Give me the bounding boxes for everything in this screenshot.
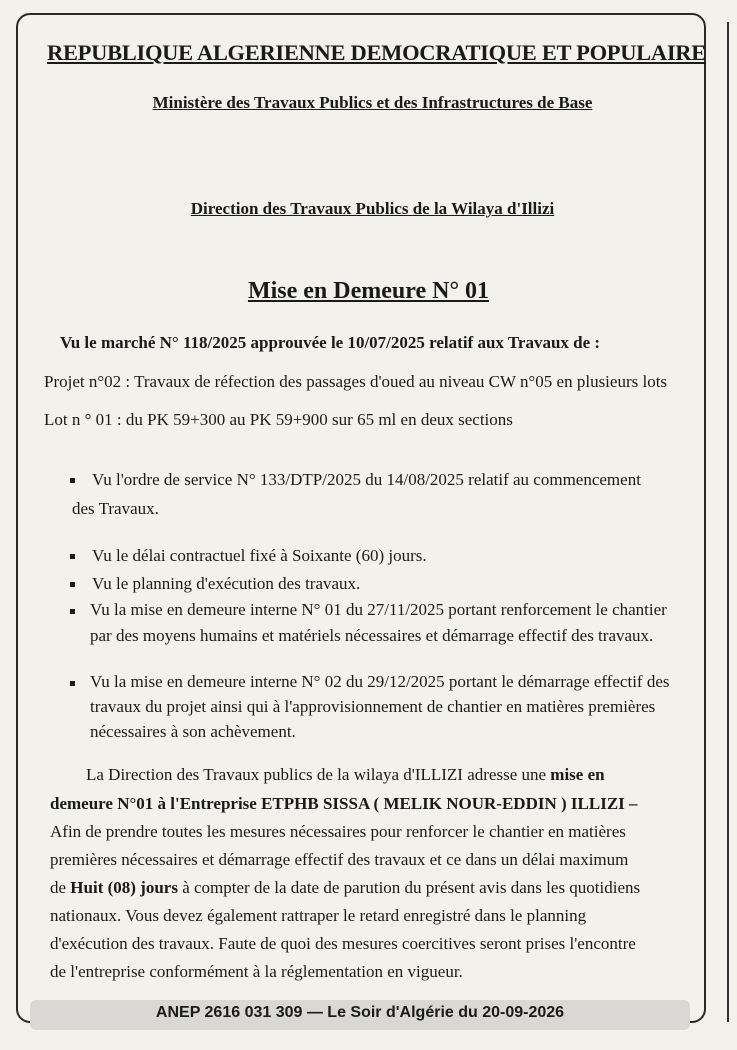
bullet-marker [70,582,75,587]
body-line-5-text-b: à compter de la date de parution du présent avis dans les quotidiens [177,878,641,897]
bullet-marker [70,478,75,483]
bullet-4-line-2: par des moyens humains et matériels nécessaires et démarrage effectif des travaux. [90,626,654,645]
bullet-5-line-3: nécessaires à son achèvement. [90,722,296,741]
bullet-marker [70,609,75,614]
body-line-7: d'exécution des travaux. Faute de quoi des mesures coercitives seront prises l'encontre [50,934,636,953]
body-line-4: premières nécessaires et démarrage effectif des travaux et ce dans un délai maximum [50,850,629,869]
body-line-2: demeure N°01 à l'Entreprise ETPHB SISSA ( MELIK NOUR-EDDIN ) ILLIZI – [50,794,638,813]
direction-heading: Direction des Travaux Publics de la Wilaya d'Illizi [190,199,555,218]
body-line-5-text-a: de [50,878,71,897]
footer-reference: ANEP 2616 031 309 — Le Soir d'Algérie du 20-09-2026 [155,1004,565,1021]
body-line-5 [50,878,640,898]
vu-marche-line: Vu le marché N° 118/2025 approuvée le 10/07/2025 relatif aux Travaux de : [60,333,601,352]
bullet-3-line-1: Vu le planning d'exécution des travaux. [92,574,361,593]
republic-heading: REPUBLIQUE ALGERIENNE DEMOCRATIQUE ET POPULAIRE [47,40,706,65]
bullet-marker [70,554,75,559]
body-line-6: nationaux. Vous devez également rattraper le retard enregistré dans le planning [50,906,587,925]
body-line-8: de l'entreprise conformément à la réglementation en vigueur. [50,962,463,981]
bullet-2-line-1: Vu le délai contractuel fixé à Soixante (60) jours. [92,546,427,565]
lot-line: Lot n ° 01 : du PK 59+300 au PK 59+900 sur 65 ml en deux sections [44,410,513,429]
ministry-heading: Ministère des Travaux Publics et des Infrastructures de Base [152,93,593,112]
body-line-1 [86,765,605,785]
bullet-5-line-1: Vu la mise en demeure interne N° 02 du 29/12/2025 portant le démarrage effectif des [90,672,670,691]
bullet-1-line-1: Vu l'ordre de service N° 133/DTP/2025 du 14/08/2025 relatif au commencement [92,470,641,489]
body-line-1-text: La Direction des Travaux publics de la wilaya d'ILLIZI adresse une [86,765,551,784]
body-line-1-bold: mise en [550,765,605,784]
body-line-3: Afin de prendre toutes les mesures nécessaires pour renforcer le chantier en matières [50,822,626,841]
body-line-5-bold: Huit (08) jours [70,878,178,897]
bullet-5-line-2: travaux du projet ainsi qui à l'approvisionnement de chantier en matières premières [90,697,656,716]
adjacent-column-edge [727,22,737,1022]
bullet-marker [70,681,75,686]
notice-title: Mise en Demeure N° 01 [247,278,490,304]
projet-line: Projet n°02 : Travaux de réfection des passages d'oued au niveau CW n°05 en plusieurs lots [44,372,668,391]
bullet-4-line-1: Vu la mise en demeure interne N° 01 du 27/11/2025 portant renforcement le chantier [90,600,667,619]
bullet-1-line-2: des Travaux. [72,499,159,518]
